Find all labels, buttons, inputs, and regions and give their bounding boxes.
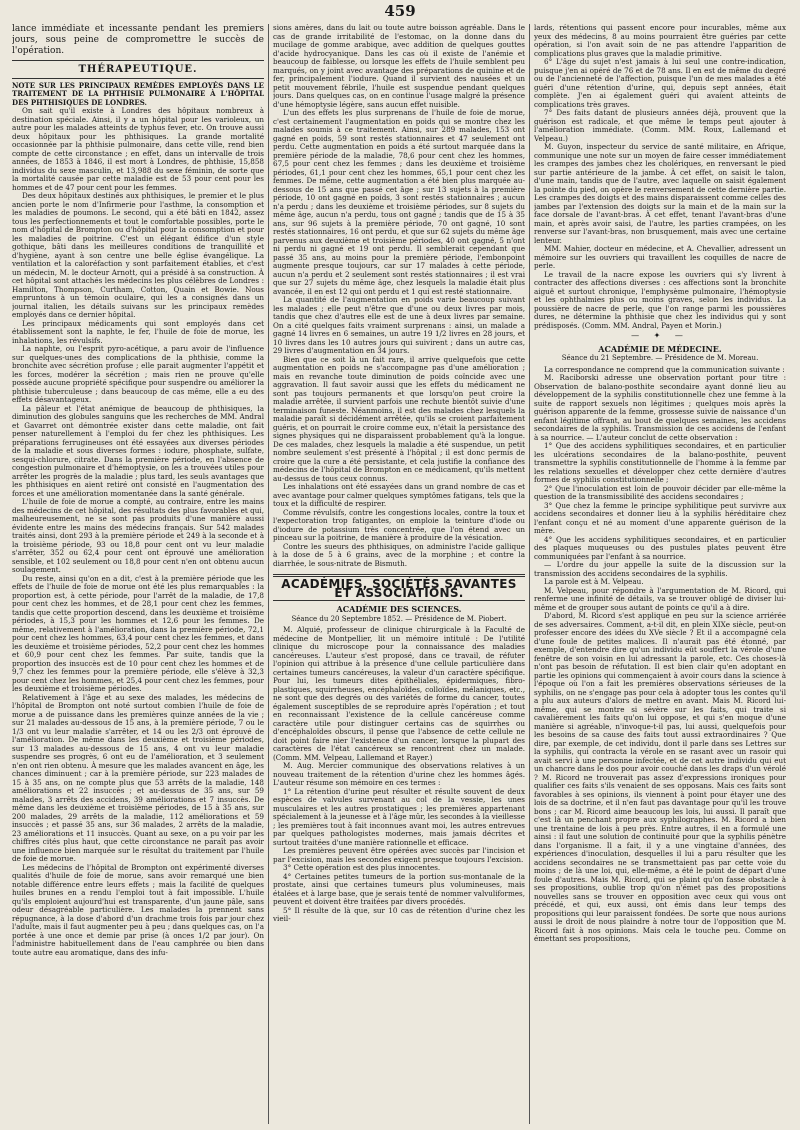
paragraph: 7° Des faits datant de plusieurs années déjà, prouvent que la guérison est radicale, et que même le temps peut ajouter à l'amélioration immédiate. (Comm. MM. Roux, Lallemand et Velpeau.) — [534, 108, 786, 143]
paragraph: Comme révulsifs, contre les congestions locales, contre la toux et l'expectoration trop fatigantes, on emploie la teinture d'iode ou d'iodure de potassium très concentrée, que l'on étend avec un pinceau sur la poitrine, de manière à produire de la vésication. — [273, 507, 525, 542]
paragraph: Les inhalations ont été essayées dans un grand nombre de cas et avec avantage pour calmer quelques symptômes fatigans, tels que la toux et la difficulté de respirer. — [273, 482, 525, 508]
paragraph: M. Guyon, inspecteur du service de santé militaire, en Afrique, communique une note sur un moyen de faire cesser immédiatement les crampes des jambes chez les cholériques, en renversant le pied sur partie antérieure de la jambe. À cet effet, on saisit le talon, d'une main, tandis que de l'autre, avec laquelle on saisit également la pointe du pied, on opère le renversement de cette dernière partie. Les crampes des doigts et des mains disparaissent comme celles des jambes par l'extension des doigts sur la main et de la main sur la face dorsale de l'avant-bras. À cet effet, tenant l'avant-bras d'une main, et après avoir saisi, de l'autre, les parties crampées, on les renverse sur l'avant-bras, non brusquement, mais avec une certaine lenteur. — [534, 142, 786, 245]
paragraph: 5° Il résulte de là que, sur 10 cas de rétention d'urine chez les vieil- — [273, 905, 525, 923]
divider — [12, 78, 264, 79]
paragraph: Du reste, ainsi qu'on en a dit, c'est à la première période que les effets de l'huile de foie de morue ont été les plus remarquables : la proportion est, à cette période, pour l'arrêt de la maladie, de 17,8 pour cent chez les hommes, et de 28,1 pour cent chez les femmes, tandis que cette proportion descend, dans les deuxième et troisième périodes, à 15,3 pour les hommes et 12,6 pour les femmes. De même, relativement à l'amélioration, dans la première période, 72,1 pour cent chez les hommes, 63,4 pour cent chez les femmes, et dans les deuxième et troisième périodes, 52,2 pour cent chez les hommes et 60,9 pour cent chez les femmes. Par suite, tandis que la proportion des insuccès est de 10 pour cent chez les hommes et de 9,7 chez les femmes pour la première période, elle s'élève à 32,3 pour cent chez les hommes, et 25,4 pour cent chez les femmes, pour les deuxième et troisième périodes. — [12, 573, 264, 693]
paragraph: sions amères, dans du lait ou toute autre boisson agréable. Dans le cas de grande irritabilité de l'estomac, on la donne dans du mucilage de gomme arabique, avec addition de quelques gouttes d'acide hydrocyanique. Dans les cas où il existe de l'anémie et beaucoup de faiblesse, ou lorsque les effets de l'huile semblent peu marqués, on y joint avec avantage des préparations de quinine et de fer, principalement l'iodure. Quand il survient des nausées et un petit mouvement fébrile, l'huile est suspendue pendant quelques jours. Dans quelques cas, on en continue l'usage malgré la présence d'une hémoptysie légère, sans aucun effet nuisible. — [273, 24, 525, 109]
paragraph: 1° La rétention d'urine peut résulter et résulte souvent de deux espèces de valvules survenant au col de la vessie, les unes musculaires et les autres prostatiques ; les premières appartenant spécialement à la jeunesse et à l'âge mûr, les secondes à la vieillesse ; les premières tout à fait inconnues avant moi, les autres entrevues par quelques pathologistes modernes, mais jamais décrites et surtout traitées d'une manière rationnelle et efficace. — [273, 786, 525, 847]
paragraph: M. Alquié, professeur de clinique chirurgicale à la Faculté de médecine de Montpellier, lit un mémoire intitulé : De l'utilité clinique du microscope pour la connaissance des maladies cancéreuses. L'auteur s'est proposé, dans ce travail, de réfuter l'opinion qui attribue à la présence d'une cellule particulière dans certaines tumeurs cancéreuses, la valeur d'un caractère spécifique. Pour lui, les tumeurs dites épithéliales, épidermiques, fibro-plastiques, squirrheuses, encéphaloïdes, colloïdes, mélaniques, etc., ne sont que des degrés ou des variétés de forme du cancer, toutes également susceptibles de se reproduire après l'opération ; et tout en reconnaissant l'existence de la cellule cancéreuse comme caractère utile pour distinguer certains cas de squirrhes ou d'encéphaloïdes obscurs, il pense que l'absence de cette cellule ne doit point faire nier l'existence d'un cancer, lorsque la plupart des caractères de l'état cancéreux se rencontrent chez un malade. (Comm. MM. Velpeau, Lallemand et Rayer.) — [273, 625, 525, 762]
paragraph: L'un des effets les plus surprenans de l'huile de foie de morue, c'est certainement l'augmentation en poids qui se montre chez les malades soumis à ce traitement. Ainsi, sur 289 malades, 153 ont gagné en poids, 59 sont restés stationnaires et 47 seulement ont perdu. Cette augmentation en poids a été surtout marquée dans la première période de la maladie, 78,6 pour cent chez les hommes, 67,5 pour cent chez les femmes ; dans les deuxième et troisième périodes, 61,1 pour cent chez les hommes, 65,1 pour cent chez les femmes. De même, cette augmentation a été bien plus marquée au-dessous de 15 ans que passé cet âge ; sur 13 sujets à la première période, 10 ont gagné en poids, 3 sont restés stationnaires ; aucun n'a perdu ; dans les deuxième et troisième périodes, sur 8 sujets du même âge, aucun n'a perdu, tous ont gagné ; tandis que de 15 à 35 ans, sur 96 sujets à la première période, 70 ont gagné, 10 sont restés stationnaires, 16 ont perdu, et que sur 62 sujets du même âge parvenus aux deuxième et troisième périodes, 40 ont gagné, 5 n'ont ni perdu ni gagné et 19 ont perdu. Il semblerait cependant que passé 35 ans, au moins pour la première période, l'embonpoint augmente presque toujours, car sur 17 malades à cette période, aucun n'a perdu et 2 seulement sont restés stationnaires ; il est vrai que sur 27 sujets du même âge, chez lesquels la maladie était plus avancée, il en est 12 qui ont perdu et 1 qui est resté stationnaire. — [273, 108, 525, 296]
page-number: 459 — [384, 2, 416, 20]
section-title-therapeutique: THÉRAPEUTIQUE. — [78, 64, 198, 75]
paragraph: La pâleur et l'état anémique de beaucoup de phthisiques, la diminution des globules sanguins que les recherches de MM. Andral et Gavarret ont démontrée exister dans cette maladie, ont fait penser naturellement à l'emploi du fer chez les phthisiques. Les préparations ferrugineuses ont été essayées aux diverses périodes de la maladie et sous diverses formes : iodure, phosphate, sulfate, sesqui-chlorure, citrate. Dans la première période, en l'absence de congestion pulmonaire et d'hémoptysie, on les a trouvées utiles pour arrêter les progrès de la maladie ; plus tard, les seuls avantages que les phthisiques en aient retiré ont consisté en l'augmentation des forces et une amélioration momentanée dans la santé générale. — [12, 403, 264, 498]
paragraph: 1° Que des accidens syphilitiques secondaires, et en particulier les ulcérations secondaires de la balano-posthite, peuvent transmettre la syphilis constitutionnelle de l'homme à la femme par les relations sexuelles et développer chez cette dernière d'autres formes de syphilis constitutionnelle ; — [534, 441, 786, 484]
paragraph: lards, rétentions qui passent encore pour incurables, même aux yeux des médecins, 8 au moins pourraient être guéries par cette opération, si l'on avait soin de ne pas attendre l'apparition de complications plus graves que la maladie primitive. — [534, 24, 786, 58]
paragraph: L'huile de foie de morue a compté, au contraire, entre les mains des médecins de cet hôpital, des résultats des plus favorables et qui, malheureusement, ne se sont pas produits d'une manière aussi évidente entre les mains des médecins français. Sur 542 malades traités ainsi, dont 293 à la première période et 249 à la seconde et à la troisième période, 93 ou 18,8 pour cent ont vu leur maladie s'arrêter, 352 ou 62,4 pour cent ont éprouvé une amélioration sensible, et 102 seulement ou 18,8 pour cent n'en ont obtenu aucun soulagement. — [12, 497, 264, 574]
divider — [273, 600, 525, 601]
paragraph: — L'ordre du jour appelle la suite de la discussion sur la transmission des accidens secondaires de la syphilis. — [534, 560, 786, 578]
session-line: Séance du 20 Septembre 1852. — Présidence de M. Piobert. — [291, 614, 507, 623]
divider — [12, 60, 264, 61]
paragraph: 3° Cette opération est des plus innocentes. — [283, 863, 441, 872]
column-2 — [273, 24, 525, 1124]
column-3 — [534, 24, 786, 1124]
paragraph: La correspondance ne comprend que la communication suivante : — [544, 364, 785, 374]
article-title: NOTE SUR LES PRINCIPAUX REMÈDES EMPLOYÉS DANS LE TRAITEMENT DE LA PHTHISIE PULMONAIRE À L'HÔPITAL DES PHTHISIQUES DE LONDRES. — [12, 80, 264, 107]
paragraph: La naphte, ou l'esprit pyro-acétique, a paru avoir de l'influence sur quelques-unes des complications de la phthisie, comme la bronchite avec sécrétion profuse ; elle parait augmenter l'appétit et les forces, modérer la sécrétion ; mais rien ne prouve qu'elle possède aucune propriété spécifique pour suspendre ou améliorer la phthisie tuberculeuse ; dans beaucoup de cas même, elle a eu des effets désavantageux. — [12, 344, 264, 404]
paragraph: Les médecins de l'hôpital de Brompton ont expérimenté diverses qualités d'huile de foie de morue, sans avoir remarqué une bien notable différence entre leurs effets ; mais la facilité de quelques huiles brunes en a rendu l'emploi tout à fait impossible. L'huile qu'ils emploient aujourd'hui est transparente, d'un jaune pâle, sans odeur désagréable particulière. Les malades la prennent sans répugnance, à la dose d'abord d'un drachme trois fois par jour chez l'adulte, mais il faut augmenter peu à peu ; dans quelques cas, on l'a portée à une once et demie par prise (à onces 1/2 par jour). On l'administre habituellement dans de l'eau camphrée ou bien dans toute autre eau aromatique, dans des infu- — [12, 862, 264, 957]
paragraph: On sait qu'il existe à Londres des hôpitaux nombreux à destination spéciale. Ainsi, il y a un hôpital pour les varioleux, un autre pour les malades atteints de typhus fever, etc. On trouve aussi deux hôpitaux pour les phthisiques. La grande mortalité occasionnée par la phthisie pulmonaire, dans cette ville, rend bien compte de cette circonstance ; en effet, dans un intervalle de trois années, de 1853 à 1846, il est mort à Londres, de phthisie, 15,858 individus du sexe masculin, et 13,988 du sexe féminin, de sorte que la mortalité causée par cette maladie est de 53 pour cent pour les hommes et de 47 pour cent pour les femmes. — [12, 106, 264, 192]
paragraph: La quantité de l'augmentation en poids varie beaucoup suivant les malades ; elle peut n'être que d'une ou deux livres par mois, tandis que chez d'autres elle est de une à deux livres par semaine. On a cité quelques faits vraiment surprenans : ainsi, un malade a gagné 14 livres en 6 semaines, un autre 19 1/2 livres en 28 jours, et 10 livres dans les 10 autres jours qui suivirent ; dans un autre cas, 29 livres d'augmentation en 34 jours. — [273, 295, 525, 355]
paragraph: 6° L'âge du sujet n'est jamais à lui seul une contre-indication, puisque j'en ai opéré de 76 et de 78 ans. Il en est de même du degré ou de l'ancienneté de l'affection, puisque l'un de mes malades a été guéri d'une rétention d'urine, qui, depuis sept années, était complète. J'en ai également guéri qui avaient atteints de complications très graves. — [534, 57, 786, 109]
section-heading-academies: ACADÉMIES, SOCIÉTÉS SAVANTES ET ASSOCIATIONS. — [281, 577, 517, 600]
ornament-divider: — ✦ — — [631, 331, 689, 340]
paragraph: Bien que ce soit là un fait rare, il arrive quelquefois que cette augmentation en poids ne s'accompagne pas d'une amélioration ; mais en revanche toute diminution de poids coïncide avec une aggravation. Il faut savoir aussi que les effets du médicament ne sont pas toujours permanents et que lorsqu'on peut croire la maladie arrêtée, il survient parfois une rechute bientôt suivie d'une terminaison funeste. Néanmoins, il est des malades chez lesquels la maladie paraît si décidément arrêtée, qu'ils se croient parfaitement guéris, et on pourrait le croire comme eux, n'était la persistance des signes physiques qui ne disparaissent probablement qu'à la longue. De ces malades, chez lesquels la maladie a été suspendue, un petit nombre seulement s'est présenté à l'hôpital ; il est donc permis de croire que la cure a été persistante, et cela justifie la confiance des médecins de l'hôpital de Brompton en ce médicament, qu'ils mettent au-dessus de tous ceux connus. — [273, 354, 525, 483]
session-line: Séance du 21 Septembre. — Présidence de M. Moreau. — [561, 354, 759, 362]
paragraph: D'abord, M. Ricord s'est appliqué en peu sur la science arriérée de ses adversaires. Comment, a-t-il dit, en plein XIXe siècle, peut-on professer encore des idées du XVe siècle ? Et il a accompagné cela d'une foule de petites malices. Il n'aurait pas été étonné, par exemple, d'entendre dire qu'un individu eût souffert la vérole d'une fenêtre de son voisin en lui adressant la parole, etc. Ces choses-là n'ont pas besoin de réfutation. Il est bien clair qu'en adoptant en partie les opinions qui commençaient à avoir cours dans la science à l'époque où l'on a fait les premières observations sérieuses de la syphilis, on ne s'engage pas pour cela à adopter tous les contes qu'il a plu aux auteurs d'alors de mettre en avant. Mais M. Ricord lui-même, qui se montre si sévère sur les faits, qui traite si cavalièrement les faits qu'on lui oppose, et qui s'en moque d'une manière si agréable, n'invoque-t-il pas, lui aussi, quelquefois pour les besoins de sa cause des faits tout aussi extraordinaires ? Que dire, par exemple, de cet individu, dont il parle dans ses Lettres sur la syphilis, qui contracta la vérole en se rasant avec un rasoir qui avait servi à une personne infectée, et de cet autre individu qui eut un chancre dans le dos pour avoir couché dans les draps d'un vérolé ? M. Ricord ne trouverait pas assez d'expressions ironiques pour qualifier ces faits s'ils venaient de ses opposans. Mais ces faits sont favorables à ses opinions, ils viennent à point pour étayer une des lois de sa doctrine, et il n'en faut pas davantage pour qu'il les trouve bons ; car M. Ricord aime beaucoup les lois, lui aussi. Il paraît que c'est là un penchant propre aux syphilographes. M. Ricord a bien une trentaine de lois à peu près. Entre autres, il en a formulé une ainsi : il faut une solution de continuité pour que la syphilis pénètre dans l'organisme. Il a fait, il y a une vingtaine d'années, des expériences d'inoculation, desquelles il lui a paru résulter que les accidens secondaires ne se transmettaient pas par cette voie du moins ; de là une loi, qui, elle-même, a été le point de départ d'une foule d'autres. Mais M. Ricord, qui se plaint qu'on fasse obstacle à ses propositions, oublie trop qu'on n'émet pas des propositions nouvelles sans se trouver en opposition avec ceux qui vous ont précédé, et qui, eux aussi, ont émis dans leur temps des propositions qui leur paraissent fondées. De sorte que nous aurions aussi le droit de nous plaindre à notre tour de l'opposition que M. Ricord fait à nos opinions. Mais cela le touche peu. Comme on émettant ses propositions, — [534, 611, 786, 943]
paragraph: Le travail de la nacre expose les ouvriers qui s'y livrent à contracter des affections diverses : ces affections sont la bronchite aiguë et surtout chronique, l'emphysème pulmonaire, l'hémoptysie et les ophthalmies plus ou moins graves, selon les individus. La poussière de nacre de perle, que l'on range parmi les poussières dures, ne détermine la phthisie que chez les individus qui y sont prédisposés. (Comm. MM. Andral, Payen et Morin.) — [534, 269, 786, 330]
column-1 — [12, 24, 264, 1124]
academy-title: ACADÉMIE DE MÉDECINE. — [598, 343, 722, 354]
paragraph: 2° Que l'inoculation est loin de pouvoir décider par elle-même la question de la transmissibilité des accidens secondaires ; — [534, 483, 786, 501]
paragraph: M. Velpeau, pour répondre à l'argumentation de M. Ricord, qui renferme une infinité de détails, va se trouver obligé de diviser lui-même et de grouper sous autant de points ce qu'il a à dire. — [534, 585, 786, 612]
lead-text: lance immédiate et incessante pendant les premiers jours, sous peine de compromettre le succès de l'opération. — [12, 24, 264, 56]
paragraph: 3° Que chez la femme le principe syphilitique peut survivre aux accidens secondaires et donner lieu à la syphilis héréditaire chez l'enfant conçu et né au moment d'une apparente guérison de la mère. — [534, 500, 786, 535]
academy-title: ACADÉMIE DES SCIENCES. — [336, 604, 462, 614]
column-divider — [529, 24, 530, 1124]
paragraph: Contre les sueurs des phthisiques, on administre l'acide gallique à la dose de 5 à 6 grains, avec de la morphine ; et contre la diarrhée, le sous-nitrate de Bismuth. — [273, 541, 525, 568]
paragraph: La parole est à M. Velpeau. — [544, 577, 644, 586]
paragraph: Les premières peuvent être opérées avec succès par l'incision et par l'excision, mais les secondes exigent presque toujours l'excision. — [273, 846, 525, 864]
paragraph: Des deux hôpitaux destinés aux phthisiques, le premier et le plus ancien porte le nom d'Infirmerie pour l'asthme, la consomption et les maladies de poumons. Le second, qui a été bâti en 1842, assez tous les perfectionnements et tout le comfortable possibles, porte le nom d'hôpital de Brompton ou d'hôpital pour la consomption et pour les maladies de poitrine. C'est un élégant édifice d'un style gothique, bâti dans les meilleures conditions de tranquillité et d'hygiène, ayant à son centre une belle église évangélique. La ventilation et la caloréfaction y sont parfaitement établies, et c'est un médecin, M. le docteur Arnott, qui a présidé à sa construction. À cet hôpital sont attachés les médecins les plus célèbres de Londres : Hamilton, Thompson, Curtham, Cotton, Quain et Bowie. Nous empruntons à un témoin oculaire, qui les a consignés dans un journal italien, les détails suivans sur les principaux remèdes employés dans ce dernier hôpital. — [12, 191, 264, 319]
paragraph: M. Aug. Mercier communique des observations relatives à un nouveau traitement de la rétention d'urine chez les hommes âgés. L'auteur résume son mémoire en ces termes : — [273, 761, 525, 787]
paragraph: 4° Certaines petites tumeurs de la portion sus-montanale de la prostate, ainsi que certaines tumeurs plus volumineuses, mais étalées et à large base, que je serais tenté de nommer valvuliformes, peuvent et doivent être traitées par divers procédés. — [273, 871, 525, 906]
paragraph: 4° Que les accidens syphilitiques secondaires, et en particulier des plaques muqueuses ou des pustules plates peuvent être communiquées par l'enfant à sa nourrice. — [534, 534, 786, 561]
paragraph: MM. Mahier, docteur en médecine, et A. Chevallier, adressent un mémoire sur les ouvriers qui travaillent les coquilles de nacre de perle. — [534, 244, 786, 270]
paragraph: Les principaux médicaments qui sont employés dans cet établissement sont la naphte, le fer, l'huile de foie de morue, les inhalations, les révulsifs. — [12, 318, 264, 345]
paragraph: M. Raciborski adresse une observation portant pour titre : Observation de balano-posthite secondaire ayant donné lieu au développement de la syphilis constitutionnelle chez une femme à la suite de rapport sexuels non légitimes ; quelques mois après la guérison apparente de la femme, grossesse suivie de naissance d'un enfant légitime offrant, au bout de quelques semaines, les accidens secondaires de la syphilis. Transmission de ces accidens de l'enfant à sa nourrice. — L'auteur conclut de cette observation : — [534, 373, 786, 442]
column-divider — [268, 24, 269, 1124]
paragraph: Relativement à l'âge et au sexe des malades, les médecins de l'hôpital de Brompton ont noté surtout combien l'huile de foie de morue a de puissance dans les premières quinze années de la vie ; sur 21 malades au-dessous de 15 ans, à la première période, 7 ou le 1/3 ont vu leur maladie s'arrêter, et 14 ou les 2/3 ont éprouvé de l'amélioration. De même dans les deuxième et troisième périodes, sur 13 malades au-dessous de 15 ans, 4 ont vu leur maladie suspendre ses progrès, 6 ont eu de l'amélioration, et 3 seulement n'en ont rien obtenu. À mesure que les malades avancent en âge, les chances diminuent ; car à la première période, sur 223 malades de 15 à 35 ans, on ne compte plus que 53 arrêts de la maladie, 148 améliorations et 22 insuccès ; et au-dessus de 35 ans, sur 59 malades, 3 arrêts des accidens, 39 améliorations et 7 insuccès. De même dans les deuxième et troisième périodes, de 15 à 35 ans, sur 200 malades, 29 arrêts de la maladie, 112 améliorations et 59 insuccès ; et passé 35 ans, sur 36 malades, 2 arrêts de la maladie, 23 améliorations et 11 insuccès. Quant au sexe, on a pu voir par les chiffres cités plus haut, que cette circonstance ne paraît pas avoir une influence bien marquée sur le résultat du traitement par l'huile de foie de morue. — [12, 692, 264, 863]
